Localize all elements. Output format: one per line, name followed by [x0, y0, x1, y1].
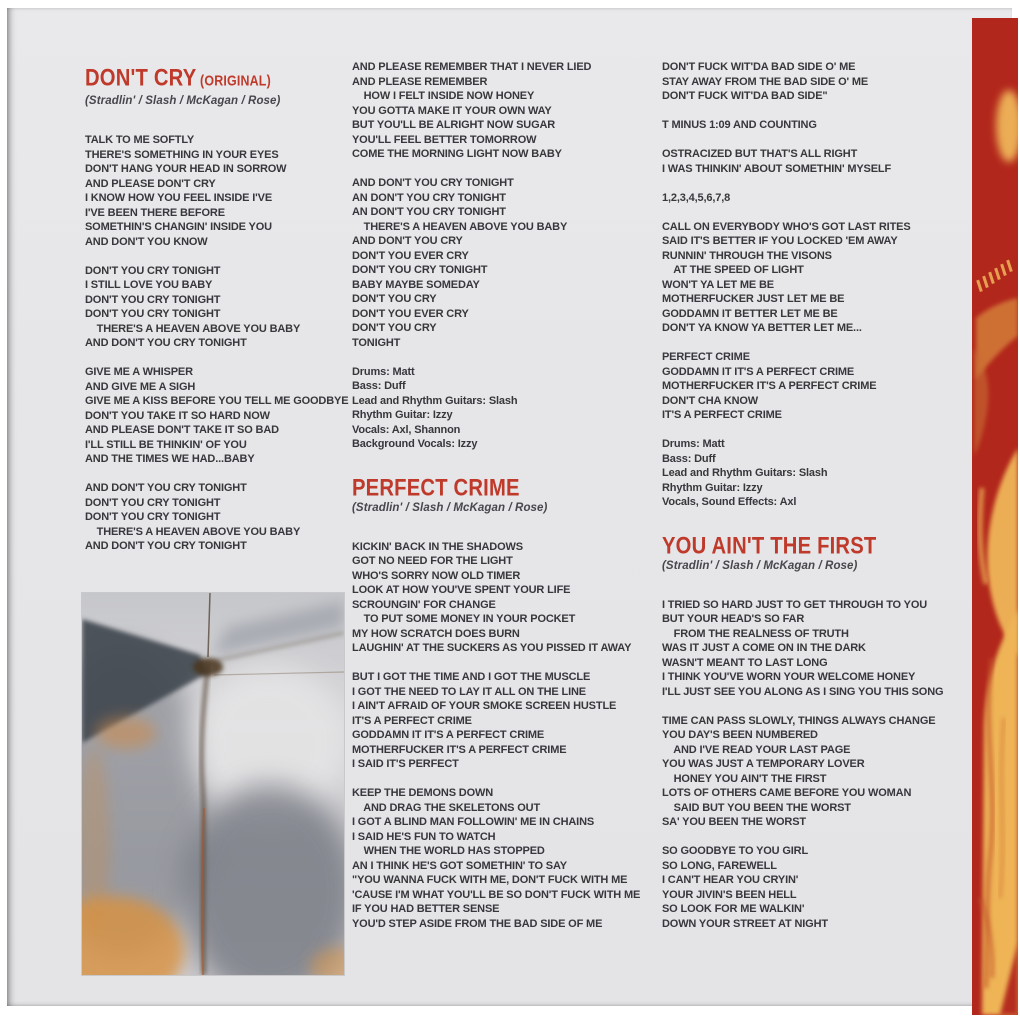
lyric-stanza: [352, 670, 658, 772]
lyric-line: MOTHERFUCKER JUST LET ME BE: [662, 293, 845, 305]
song-title-text: DON'T CRY: [85, 63, 197, 91]
lyric-line: TO PUT SOME MONEY IN YOUR POCKET: [352, 613, 576, 625]
personnel-line: Lead and Rhythm Guitars: Slash: [662, 467, 828, 479]
lyric-line: I AIN'T AFRAID OF YOUR SMOKE SCREEN HUSTLE: [352, 700, 617, 712]
lyric-line: AND GIVE ME A SIGH: [85, 380, 196, 393]
lyric-stanza: [662, 220, 968, 336]
personnel-line: Lead and Rhythm Guitars: Slash: [352, 394, 518, 407]
lyric-line: KICKIN' BACK IN THE SHADOWS: [352, 540, 523, 553]
lyric-line: LOOK AT HOW YOU'VE SPENT YOUR LIFE: [352, 584, 571, 596]
lyric-line: DON'T YOU CRY TONIGHT: [85, 264, 221, 277]
song-title: [85, 63, 328, 93]
lyric-line: T MINUS 1:09 AND COUNTING: [662, 119, 817, 131]
lyric-stanza: [662, 598, 968, 700]
lyric-stanza: [662, 714, 968, 830]
song-title: [352, 473, 634, 501]
lyric-line: GODDAMN IT IT'S A PERFECT CRIME: [662, 365, 855, 378]
lyric-line: AND I'VE READ YOUR LAST PAGE: [662, 743, 851, 756]
lyric-stanza: [352, 786, 658, 931]
personnel-line: Drums: Matt: [662, 438, 725, 450]
lyric-stanza: [662, 60, 968, 104]
lyric-line: AND PLEASE REMEMBER: [352, 75, 488, 88]
lyric-line: GIVE ME A KISS BEFORE YOU TELL ME GOODBYE: [85, 395, 349, 407]
lyric-line: I GOT THE NEED TO LAY IT ALL ON THE LINE: [352, 685, 586, 698]
lyric-line: DON'T YOU CRY TONIGHT: [85, 293, 221, 306]
lyric-stanza: [352, 176, 658, 350]
lyric-line: WON'T YA LET ME BE: [662, 278, 774, 291]
lyric-stanza: [85, 133, 349, 249]
lyric-line: SO GOODBYE TO YOU GIRL: [662, 845, 809, 857]
lyric-line: SAID BUT YOU BEEN THE WORST: [662, 801, 851, 814]
lyric-line: WAS IT JUST A COME ON IN THE DARK: [662, 642, 866, 654]
lyric-line: GODDAMN IT BETTER LET ME BE: [662, 307, 838, 320]
red-orange-illustration-strip: [972, 18, 1018, 1015]
lyric-stanza: [662, 118, 968, 133]
lyric-line: AND DON'T YOU CRY: [352, 235, 463, 247]
lyric-line: AND DON'T YOU CRY TONIGHT: [85, 337, 247, 349]
lyrics-column-3: [662, 60, 968, 946]
lyric-stanza: [662, 191, 968, 206]
lyric-line: I STILL LOVE YOU BABY: [85, 279, 213, 291]
lyric-line: IT'S A PERFECT CRIME: [352, 714, 472, 727]
lyric-line: YOUR JIVIN'S BEEN HELL: [662, 888, 797, 901]
song-credits: (Stradlin' / Slash / McKagan / Rose): [85, 95, 281, 107]
abstract-painting: [82, 593, 344, 975]
lyric-line: I TRIED SO HARD JUST TO GET THROUGH TO YOU: [662, 598, 928, 611]
lyric-line: HOW I FELT INSIDE NOW HONEY: [352, 90, 535, 102]
lyric-line: MY HOW SCRATCH DOES BURN: [352, 627, 520, 640]
lyric-line: I GOT A BLIND MAN FOLLOWIN' ME IN CHAINS: [352, 816, 595, 828]
lyric-line: SA' YOU BEEN THE WORST: [662, 816, 806, 828]
lyric-line: AND DON'T YOU CRY TONIGHT: [85, 540, 247, 552]
lyric-line: I SAID IT'S PERFECT: [352, 758, 459, 770]
lyric-line: TONIGHT: [352, 336, 401, 349]
personnel-line: Vocals, Sound Effects: Axl: [662, 496, 797, 508]
lyric-line: KEEP THE DEMONS DOWN: [352, 787, 494, 799]
lyric-line: AN DON'T YOU CRY TONIGHT: [352, 191, 506, 204]
lyric-line: YOU WAS JUST A TEMPORARY LOVER: [662, 758, 865, 770]
lyric-line: AND PLEASE DON'T TAKE IT SO BAD: [85, 424, 279, 436]
lyric-line: DON'T CHA KNOW: [662, 394, 759, 407]
lyric-line: DON'T YOU CRY TONIGHT: [85, 308, 221, 320]
lyric-line: SO LONG, FAREWELL: [662, 859, 777, 872]
personnel-line: Drums: Matt: [352, 365, 415, 378]
lyric-line: WHO'S SORRY NOW OLD TIMER: [352, 569, 521, 582]
lyric-line: DON'T YOU EVER CRY: [352, 249, 469, 262]
lyric-line: THERE'S A HEAVEN ABOVE YOU BABY: [85, 322, 301, 335]
lyric-line: 'CAUSE I'M WHAT YOU'LL BE SO DON'T FUCK WITH ME: [352, 888, 641, 901]
abstract-painting-image: [82, 593, 344, 975]
lyric-line: GIVE ME A WHISPER: [85, 366, 193, 378]
song-credits: (Stradlin' / Slash / McKagan / Rose): [352, 501, 548, 514]
lyric-line: STAY AWAY FROM THE BAD SIDE O' ME: [662, 75, 869, 88]
lyric-line: DON'T FUCK WIT'DA BAD SIDE O' ME: [662, 61, 856, 73]
song-title-suffix: (ORIGINAL): [196, 72, 271, 89]
lyric-line: THERE'S A HEAVEN ABOVE YOU BABY: [85, 525, 301, 538]
lyric-stanza: [352, 60, 658, 162]
lyric-line: I'LL JUST SEE YOU ALONG AS I SING YOU THIS SONG: [662, 685, 944, 698]
lyric-stanza: [662, 844, 968, 931]
lyric-line: MOTHERFUCKER IT'S A PERFECT CRIME: [352, 743, 567, 756]
lyric-line: AND THE TIMES WE HAD...BABY: [85, 453, 255, 465]
song-credits: (Stradlin' / Slash / McKagan / Rose): [662, 559, 858, 572]
lyric-line: YOU'D STEP ASIDE FROM THE BAD SIDE OF ME: [352, 917, 603, 930]
lyric-line: DON'T YOU CRY: [352, 322, 437, 334]
lyric-line: AND DRAG THE SKELETONS OUT: [352, 801, 541, 814]
lyric-line: DOWN YOUR STREET AT NIGHT: [662, 917, 828, 930]
lyric-line: I'LL STILL BE THINKIN' OF YOU: [85, 438, 247, 451]
lyric-line: I WAS THINKIN' ABOUT SOMETHIN' MYSELF: [662, 162, 892, 175]
lyric-stanza: [85, 481, 349, 554]
lyric-line: AN I THINK HE'S GOT SOMETHIN' TO SAY: [352, 859, 567, 872]
lyric-line: DON'T FUCK WIT'DA BAD SIDE": [662, 90, 828, 102]
lyric-line: I KNOW HOW YOU FEEL INSIDE I'VE: [85, 192, 273, 204]
lyric-line: I SAID HE'S FUN TO WATCH: [352, 830, 496, 843]
lyric-line: DON'T YOU CRY: [352, 293, 437, 305]
lyric-line: DON'T YOU CRY TONIGHT: [352, 264, 488, 276]
lyric-line: GODDAMN IT IT'S A PERFECT CRIME: [352, 729, 545, 741]
lyric-line: WASN'T MEANT TO LAST LONG: [662, 656, 828, 669]
lyric-line: THERE'S SOMETHING IN YOUR EYES: [85, 148, 279, 161]
lyric-line: RUNNIN' THROUGH THE VISONS: [662, 249, 832, 262]
lyric-line: DON'T YOU CRY TONIGHT: [85, 496, 221, 509]
lyric-line: DON'T YOU TAKE IT SO HARD NOW: [85, 409, 270, 422]
lyric-line: SAID IT'S BETTER IF YOU LOCKED 'EM AWAY: [662, 235, 898, 247]
lyric-stanza: [352, 540, 658, 656]
lyric-line: I'VE BEEN THERE BEFORE: [85, 206, 225, 219]
lyric-stanza: [662, 350, 968, 423]
lyric-line: DON'T YA KNOW YA BETTER LET ME...: [662, 322, 862, 334]
lyric-line: LOTS OF OTHERS CAME BEFORE YOU WOMAN: [662, 787, 912, 799]
lyric-line: IT'S A PERFECT CRIME: [662, 409, 782, 421]
lyric-line: FROM THE REALNESS OF TRUTH: [662, 627, 849, 640]
song-title: [662, 531, 944, 559]
lyric-line: HONEY YOU AIN'T THE FIRST: [662, 772, 827, 785]
lyrics-column-1: [85, 63, 349, 568]
lyric-line: TIME CAN PASS SLOWLY, THINGS ALWAYS CHANGE: [662, 714, 936, 727]
personnel-line: Rhythm Guitar: Izzy: [662, 481, 763, 494]
personnel-credits: [662, 437, 968, 510]
lyric-line: SO LOOK FOR ME WALKIN': [662, 903, 805, 915]
personnel-line: Bass: Duff: [352, 380, 406, 392]
lyric-stanza: [662, 147, 968, 176]
lyric-line: DON'T YOU CRY TONIGHT: [85, 511, 221, 523]
song-title-text: PERFECT CRIME: [352, 473, 520, 501]
lyric-line: YOU DAY'S BEEN NUMBERED: [662, 729, 818, 741]
personnel-line: Background Vocals: Izzy: [352, 438, 478, 450]
lyric-line: SCROUNGIN' FOR CHANGE: [352, 598, 496, 611]
lyric-line: I THINK YOU'VE WORN YOUR WELCOME HONEY: [662, 671, 916, 683]
lyric-line: BABY MAYBE SOMEDAY: [352, 278, 480, 291]
lyric-line: DON'T YOU EVER CRY: [352, 307, 469, 320]
edge-strip-image: [972, 18, 1018, 1015]
lyric-line: IF YOU HAD BETTER SENSE: [352, 903, 500, 915]
lyric-line: PERFECT CRIME: [662, 351, 750, 363]
lyric-line: 1,2,3,4,5,6,7,8: [662, 191, 731, 204]
lyric-line: DON'T HANG YOUR HEAD IN SORROW: [85, 163, 287, 175]
personnel-line: Rhythm Guitar: Izzy: [352, 409, 453, 421]
lyric-line: OSTRACIZED BUT THAT'S ALL RIGHT: [662, 148, 858, 160]
lyric-line: AND DON'T YOU CRY TONIGHT: [352, 177, 514, 189]
lyric-line: AND DON'T YOU KNOW: [85, 235, 208, 248]
personnel-line: Bass: Duff: [662, 452, 716, 465]
lyric-line: COME THE MORNING LIGHT NOW BABY: [352, 148, 562, 160]
lyric-line: TALK TO ME SOFTLY: [85, 134, 195, 146]
personnel-credits: [352, 365, 658, 452]
personnel-line: Vocals: Axl, Shannon: [352, 423, 461, 436]
song-title-text: YOU AIN'T THE FIRST: [662, 531, 877, 559]
booklet-page: [7, 8, 1012, 1006]
lyric-line: MOTHERFUCKER IT'S A PERFECT CRIME: [662, 380, 877, 392]
lyric-line: LAUGHIN' AT THE SUCKERS AS YOU PISSED IT AWAY: [352, 642, 632, 654]
lyric-line: THERE'S A HEAVEN ABOVE YOU BABY: [352, 220, 568, 233]
lyric-line: "YOU WANNA FUCK WITH ME, DON'T FUCK WITH ME: [352, 874, 628, 886]
lyric-line: WHEN THE WORLD HAS STOPPED: [352, 845, 545, 857]
lyric-line: BUT YOU'LL BE ALRIGHT NOW SUGAR: [352, 119, 556, 131]
lyric-line: AND PLEASE DON'T CRY: [85, 177, 216, 190]
lyrics-column-2: [352, 60, 658, 946]
lyric-line: BUT I GOT THE TIME AND I GOT THE MUSCLE: [352, 671, 591, 683]
lyric-line: CALL ON EVERYBODY WHO'S GOT LAST RITES: [662, 220, 911, 233]
lyric-line: YOU GOTTA MAKE IT YOUR OWN WAY: [352, 104, 552, 117]
lyric-line: BUT YOUR HEAD'S SO FAR: [662, 613, 805, 625]
lyric-line: AND PLEASE REMEMBER THAT I NEVER LIED: [352, 61, 592, 73]
lyric-line: GOT NO NEED FOR THE LIGHT: [352, 555, 513, 567]
lyric-line: AN DON'T YOU CRY TONIGHT: [352, 206, 506, 218]
lyric-stanza: [85, 365, 349, 467]
lyric-line: I CAN'T HEAR YOU CRYIN': [662, 874, 799, 886]
lyric-line: AND DON'T YOU CRY TONIGHT: [85, 482, 247, 494]
lyric-stanza: [85, 264, 349, 351]
lyric-line: YOU'LL FEEL BETTER TOMORROW: [352, 133, 537, 146]
lyric-line: AT THE SPEED OF LIGHT: [662, 264, 804, 276]
lyric-line: SOMETHIN'S CHANGIN' INSIDE YOU: [85, 221, 272, 233]
